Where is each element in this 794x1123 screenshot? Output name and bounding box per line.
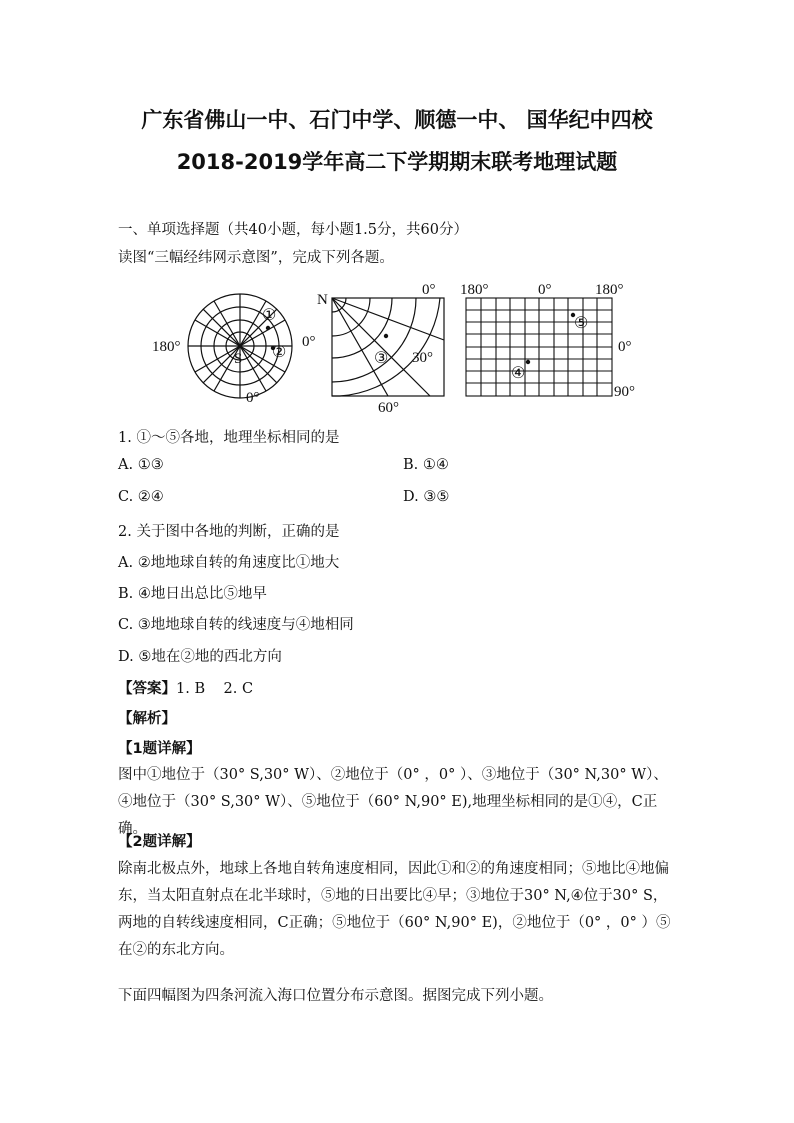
polar-right-label: 0°: [302, 334, 316, 350]
detail2-text: 除南北极点外，地球上各地自转角速度相同，因此①和②的角速度相同；⑤地比④地偏东，当太阳直射点在北半球时，⑤地的日出要比④早；③地位于30° N,④位于30° S，两地的自转线速度相同，C正确；⑤地位于（60° N,90° E)，②地位于（0° ，0° ）⑤在②的东北方向。: [118, 861, 671, 958]
polar-left-label: 180°: [152, 339, 181, 355]
q1-option-a: A. ①③: [118, 457, 164, 473]
grid-top-left-label: 180°: [460, 282, 489, 298]
doc-title-line2: 2018-2019学年高二下学期期末联考地理试题: [176, 150, 618, 174]
grid-top-right-label: 180°: [595, 282, 624, 298]
polar-point-2: ②: [272, 344, 287, 361]
rect-graticule: [332, 298, 444, 396]
detail2-label: 【2题详解】: [118, 834, 201, 850]
grid-graticule: [466, 298, 612, 396]
q1-option-d: D. ③⑤: [403, 489, 450, 505]
polar-pole-label: S: [234, 351, 243, 367]
rect-lat-label: 30°: [412, 350, 433, 366]
analysis-label: 【解析】: [118, 711, 176, 727]
q1-option-c: C. ②④: [118, 489, 164, 505]
grid-right-mid-label: 0°: [618, 339, 632, 355]
q2-stem: 2. 关于图中各地的判断，正确的是: [118, 524, 340, 540]
q1-stem: 1. ①～⑤各地，地理坐标相同的是: [118, 430, 340, 446]
grid-point-4: ④: [511, 365, 526, 382]
q2-option-d: D. ⑤地在②地的西北方向: [118, 649, 282, 665]
answer-text: 1. B 2. C: [176, 681, 254, 697]
doc-title-line1: 广东省佛山一中、石门中学、顺德一中、 国华纪中四校: [141, 108, 653, 132]
q1-option-b: B. ①④: [403, 457, 449, 473]
detail1-text: 图中①地位于（30° S,30° W）、②地位于（0° ，0° ）、③地位于（30° N,30° W）、④地位于（30° S,30° W）、⑤地位于（60° N,90° E),地理坐标相同的是①④，C正确。: [118, 767, 668, 837]
q2-option-a: A. ②地地球自转的角速度比①地大: [118, 555, 340, 571]
answer-line: [118, 677, 253, 698]
q2-option-c: C. ③地地球自转的线速度与④地相同: [118, 617, 354, 633]
next-question-intro: 下面四幅图为四条河流入海口位置分布示意图。据图完成下列小题。: [118, 988, 553, 1004]
section-heading: 一、单项选择题（共40小题，每小题1.5分，共60分）: [118, 222, 468, 238]
answer-label: 【答案】: [118, 681, 176, 697]
point-1-marker: [266, 326, 270, 330]
polar-point-1: ①: [262, 307, 277, 324]
rect-north-label: N: [317, 292, 328, 308]
q2-option-b: B. ④地日出总比⑤地早: [118, 586, 267, 602]
grid-point-5: ⑤: [574, 315, 589, 332]
point-4-marker: [526, 360, 530, 364]
detail1-label: 【1题详解】: [118, 741, 201, 757]
rect-point-3: ③: [374, 350, 389, 367]
polar-bottom-label: 0°: [246, 390, 260, 406]
rect-bottom-label: 60°: [378, 400, 399, 416]
question-intro: 读图“三幅经纬网示意图”，完成下列各题。: [118, 250, 394, 266]
graticule-figure: [140, 278, 660, 418]
point-3-marker: [384, 334, 388, 338]
grid-top-mid-label: 0°: [538, 282, 552, 298]
rect-top-label: 0°: [422, 282, 436, 298]
grid-right-bottom-label: 90°: [614, 384, 635, 400]
